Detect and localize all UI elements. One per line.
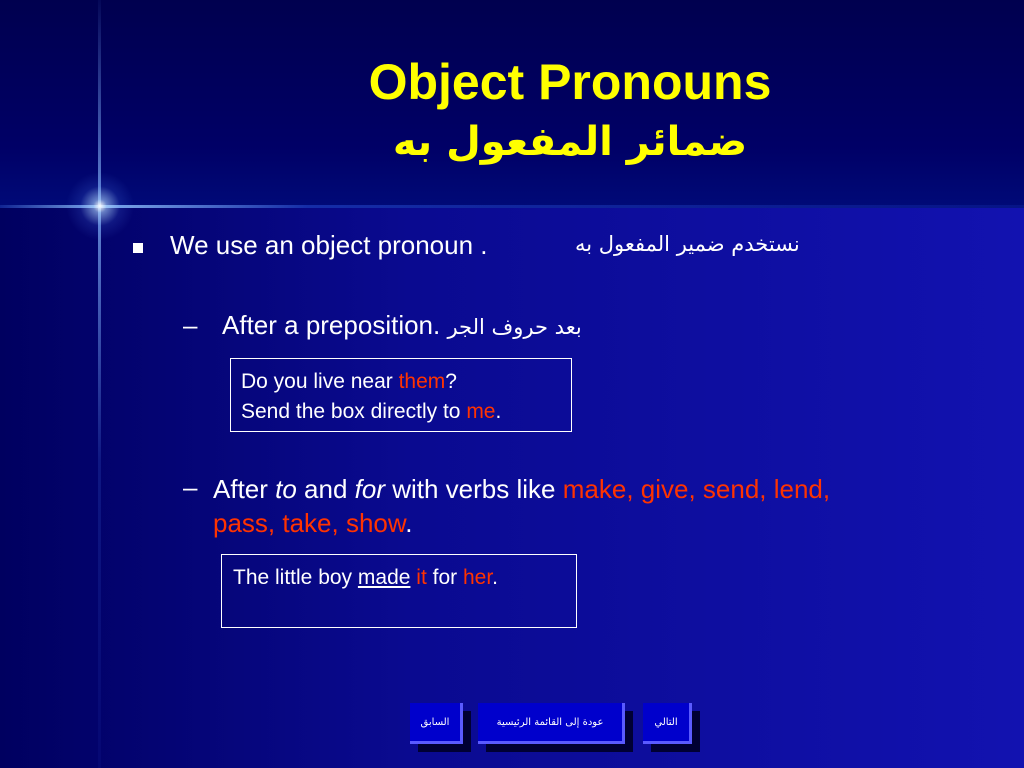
sub-bullet-verbs-continued <box>213 506 412 540</box>
sub-bullet-verbs <box>213 472 933 506</box>
sub-bullet-preposition-text: After a preposition. <box>222 310 441 340</box>
example-pronoun: her <box>462 566 493 589</box>
verb-list: pass, take, show <box>213 508 406 538</box>
example-text: Send the box directly to <box>241 400 467 423</box>
sub-bullet-text: After <box>213 474 276 504</box>
sub-bullet-dash: – <box>183 310 198 340</box>
slide-title-arabic: ضمائر المفعول به <box>392 119 748 165</box>
keyword-to: to <box>275 474 297 504</box>
example-text: The little boy <box>233 566 358 589</box>
decor-vertical-line <box>98 0 101 768</box>
bullet-text: We use an object pronoun . <box>170 230 488 260</box>
example-text: . <box>492 566 499 589</box>
sub-bullet-text: and <box>296 474 355 504</box>
sub-bullet-text: . <box>405 508 413 538</box>
next-button[interactable]: التالي <box>643 703 692 744</box>
example-box-verbs <box>221 554 577 628</box>
slide-title: Object Pronouns <box>368 54 772 110</box>
sub-bullet-preposition-arabic: بعد حروف الجر <box>447 315 582 339</box>
example-line <box>241 397 571 427</box>
example-text: . <box>495 400 502 423</box>
sub-bullet-preposition <box>222 310 582 341</box>
bullet-square-icon <box>133 243 143 253</box>
decor-star-flare <box>60 166 140 246</box>
example-verb: made <box>357 566 411 589</box>
decor-horizontal-line <box>0 205 1024 208</box>
example-line <box>241 367 571 397</box>
main-menu-button[interactable]: عودة إلى القائمة الرئيسية <box>478 703 625 744</box>
previous-button[interactable]: السابق <box>410 703 463 744</box>
example-box-preposition <box>230 358 572 432</box>
keyword-for: for <box>354 474 385 504</box>
example-pronoun: them <box>398 370 446 393</box>
sub-bullet-dash: – <box>183 472 198 502</box>
sub-bullet-text: with verbs like <box>385 474 563 504</box>
example-text: ? <box>445 370 457 393</box>
example-pronoun: it <box>416 566 427 589</box>
example-pronoun: me <box>466 400 496 423</box>
bullet-text-arabic: نستخدم ضمير المفعول به <box>575 232 800 256</box>
verb-list: make, give, send, lend, <box>562 474 831 504</box>
example-text: for <box>426 566 463 589</box>
example-text: Do you live near <box>241 370 399 393</box>
